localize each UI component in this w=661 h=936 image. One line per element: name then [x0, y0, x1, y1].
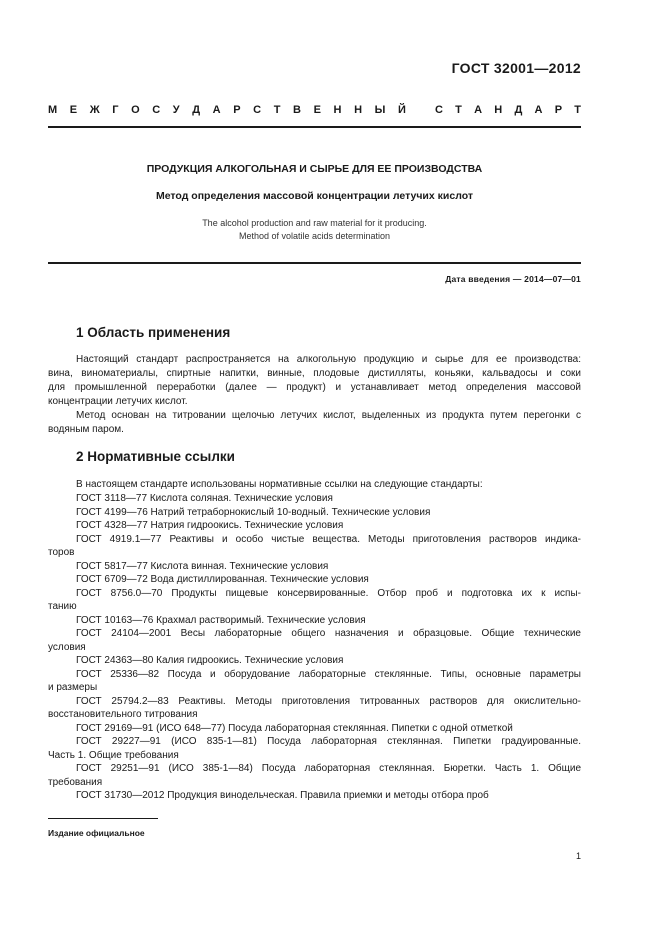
header-rule [48, 126, 581, 128]
normative-reference: ГОСТ 4199—76 Натрий тетраборнокислый 10-водный. Технические условия [76, 506, 431, 518]
normative-reference: ГОСТ 3118—77 Кислота соляная. Технические условия [76, 493, 333, 504]
normative-reference: ГОСТ 10163—76 Крахмал растворимый. Технические условия [76, 614, 366, 626]
normative-reference-continuation: восстановительного титрования [48, 709, 198, 720]
section1-paragraph-line: для промышленной переработки (далее — продукт) и устанавливает метод определения массовой [48, 382, 581, 393]
normative-reference: ГОСТ 29251—91 (ИСО 385-1—84) Посуда лабораторная стеклянная. Бюретки. Часть 1. Общие [76, 763, 581, 774]
introduction-date: Дата введения — 2014—07—01 [445, 274, 581, 284]
section2-intro: В настоящем стандарте использованы нормативные ссылки на следующие стандарты: [76, 479, 483, 490]
normative-reference: ГОСТ 29227—91 (ИСО 835-1—81) Посуда лабораторная стеклянная. Пипетки градуированные. [76, 736, 581, 747]
edition-label: Издание официальное [48, 828, 145, 838]
normative-reference-continuation: требования [48, 776, 103, 788]
normative-reference-continuation: и размеры [48, 682, 98, 693]
document-title: ПРОДУКЦИЯ АЛКОГОЛЬНАЯ И СЫРЬЕ ДЛЯ ЕЕ ПРОИЗВОДСТВА [146, 163, 483, 175]
normative-reference: ГОСТ 25336—82 Посуда и оборудование лабораторные стеклянные. Типы, основные параметры [76, 668, 581, 680]
normative-reference: ГОСТ 4919.1—77 Реактивы и особо чистые вещества. Методы приготовления растворов индика- [76, 533, 581, 545]
standard-type-word1: М Е Ж Г О С У Д А Р С Т В Е Н Н Ы Й [48, 104, 406, 116]
normative-reference-continuation: торов [48, 547, 75, 558]
normative-reference: ГОСТ 31730—2012 Продукция винодельческая. Правила приемки и методы отбора проб [76, 790, 489, 801]
english-title-line2: Method of volatile acids determination [238, 231, 391, 241]
normative-reference: ГОСТ 29169—91 (ИСО 648—77) Посуда лабораторная стеклянная. Пипетки с одной отметкой [76, 722, 513, 734]
section1-paragraph-line: водяным паром. [48, 424, 124, 435]
normative-reference: ГОСТ 4328—77 Натрия гидроокись. Технические условия [76, 520, 344, 531]
title-rule [48, 262, 581, 264]
normative-reference-continuation: танию [48, 601, 77, 612]
standard-type-word2: С Т А Н Д А Р Т [435, 104, 581, 116]
page-number: 1 [575, 851, 581, 861]
footer-rule [48, 818, 158, 819]
normative-reference: ГОСТ 6709—72 Вода дистиллированная. Технические условия [76, 574, 369, 585]
english-title-line1: The alcohol production and raw material for it producing. [202, 218, 427, 228]
section2-heading: 2 Нормативные ссылки [76, 449, 235, 464]
normative-reference-continuation: условия [48, 641, 86, 653]
normative-reference: ГОСТ 24363—80 Калия гидроокись. Технические условия [76, 655, 344, 666]
section1-paragraph-line: концентрации летучих кислот. [48, 396, 188, 407]
standard-type-banner [48, 104, 581, 116]
normative-reference: ГОСТ 24104—2001 Весы лабораторные общего назначения и образцовые. Общие технические [76, 628, 581, 639]
normative-reference-continuation: Часть 1. Общие требования [48, 749, 179, 761]
section1-paragraph-line: вина, виноматериалы, спиртные напитки, винные, плодовые дистилляты, коньяки, кальвадосы и соки [48, 368, 581, 379]
gost-code: ГОСТ 32001—2012 [451, 60, 581, 76]
method-title: Метод определения массовой концентрации летучих кислот [155, 190, 474, 202]
section1-paragraph-line: Метод основан на титровании щелочью летучих кислот, выделенных из продукта путем перегонки с [76, 410, 581, 421]
normative-reference: ГОСТ 25794.2—83 Реактивы. Методы приготовления титрованных растворов для окислительно- [76, 695, 581, 707]
normative-reference: ГОСТ 8756.0—70 Продукты пищевые консервированные. Отбор проб и подготовка их к испы- [76, 587, 581, 599]
section1-paragraph-line: Настоящий стандарт распространяется на алкогольную продукцию и сырье для ее производства: [76, 354, 581, 365]
section1-heading: 1 Область применения [76, 325, 231, 340]
normative-reference: ГОСТ 5817—77 Кислота винная. Технические условия [76, 560, 329, 572]
